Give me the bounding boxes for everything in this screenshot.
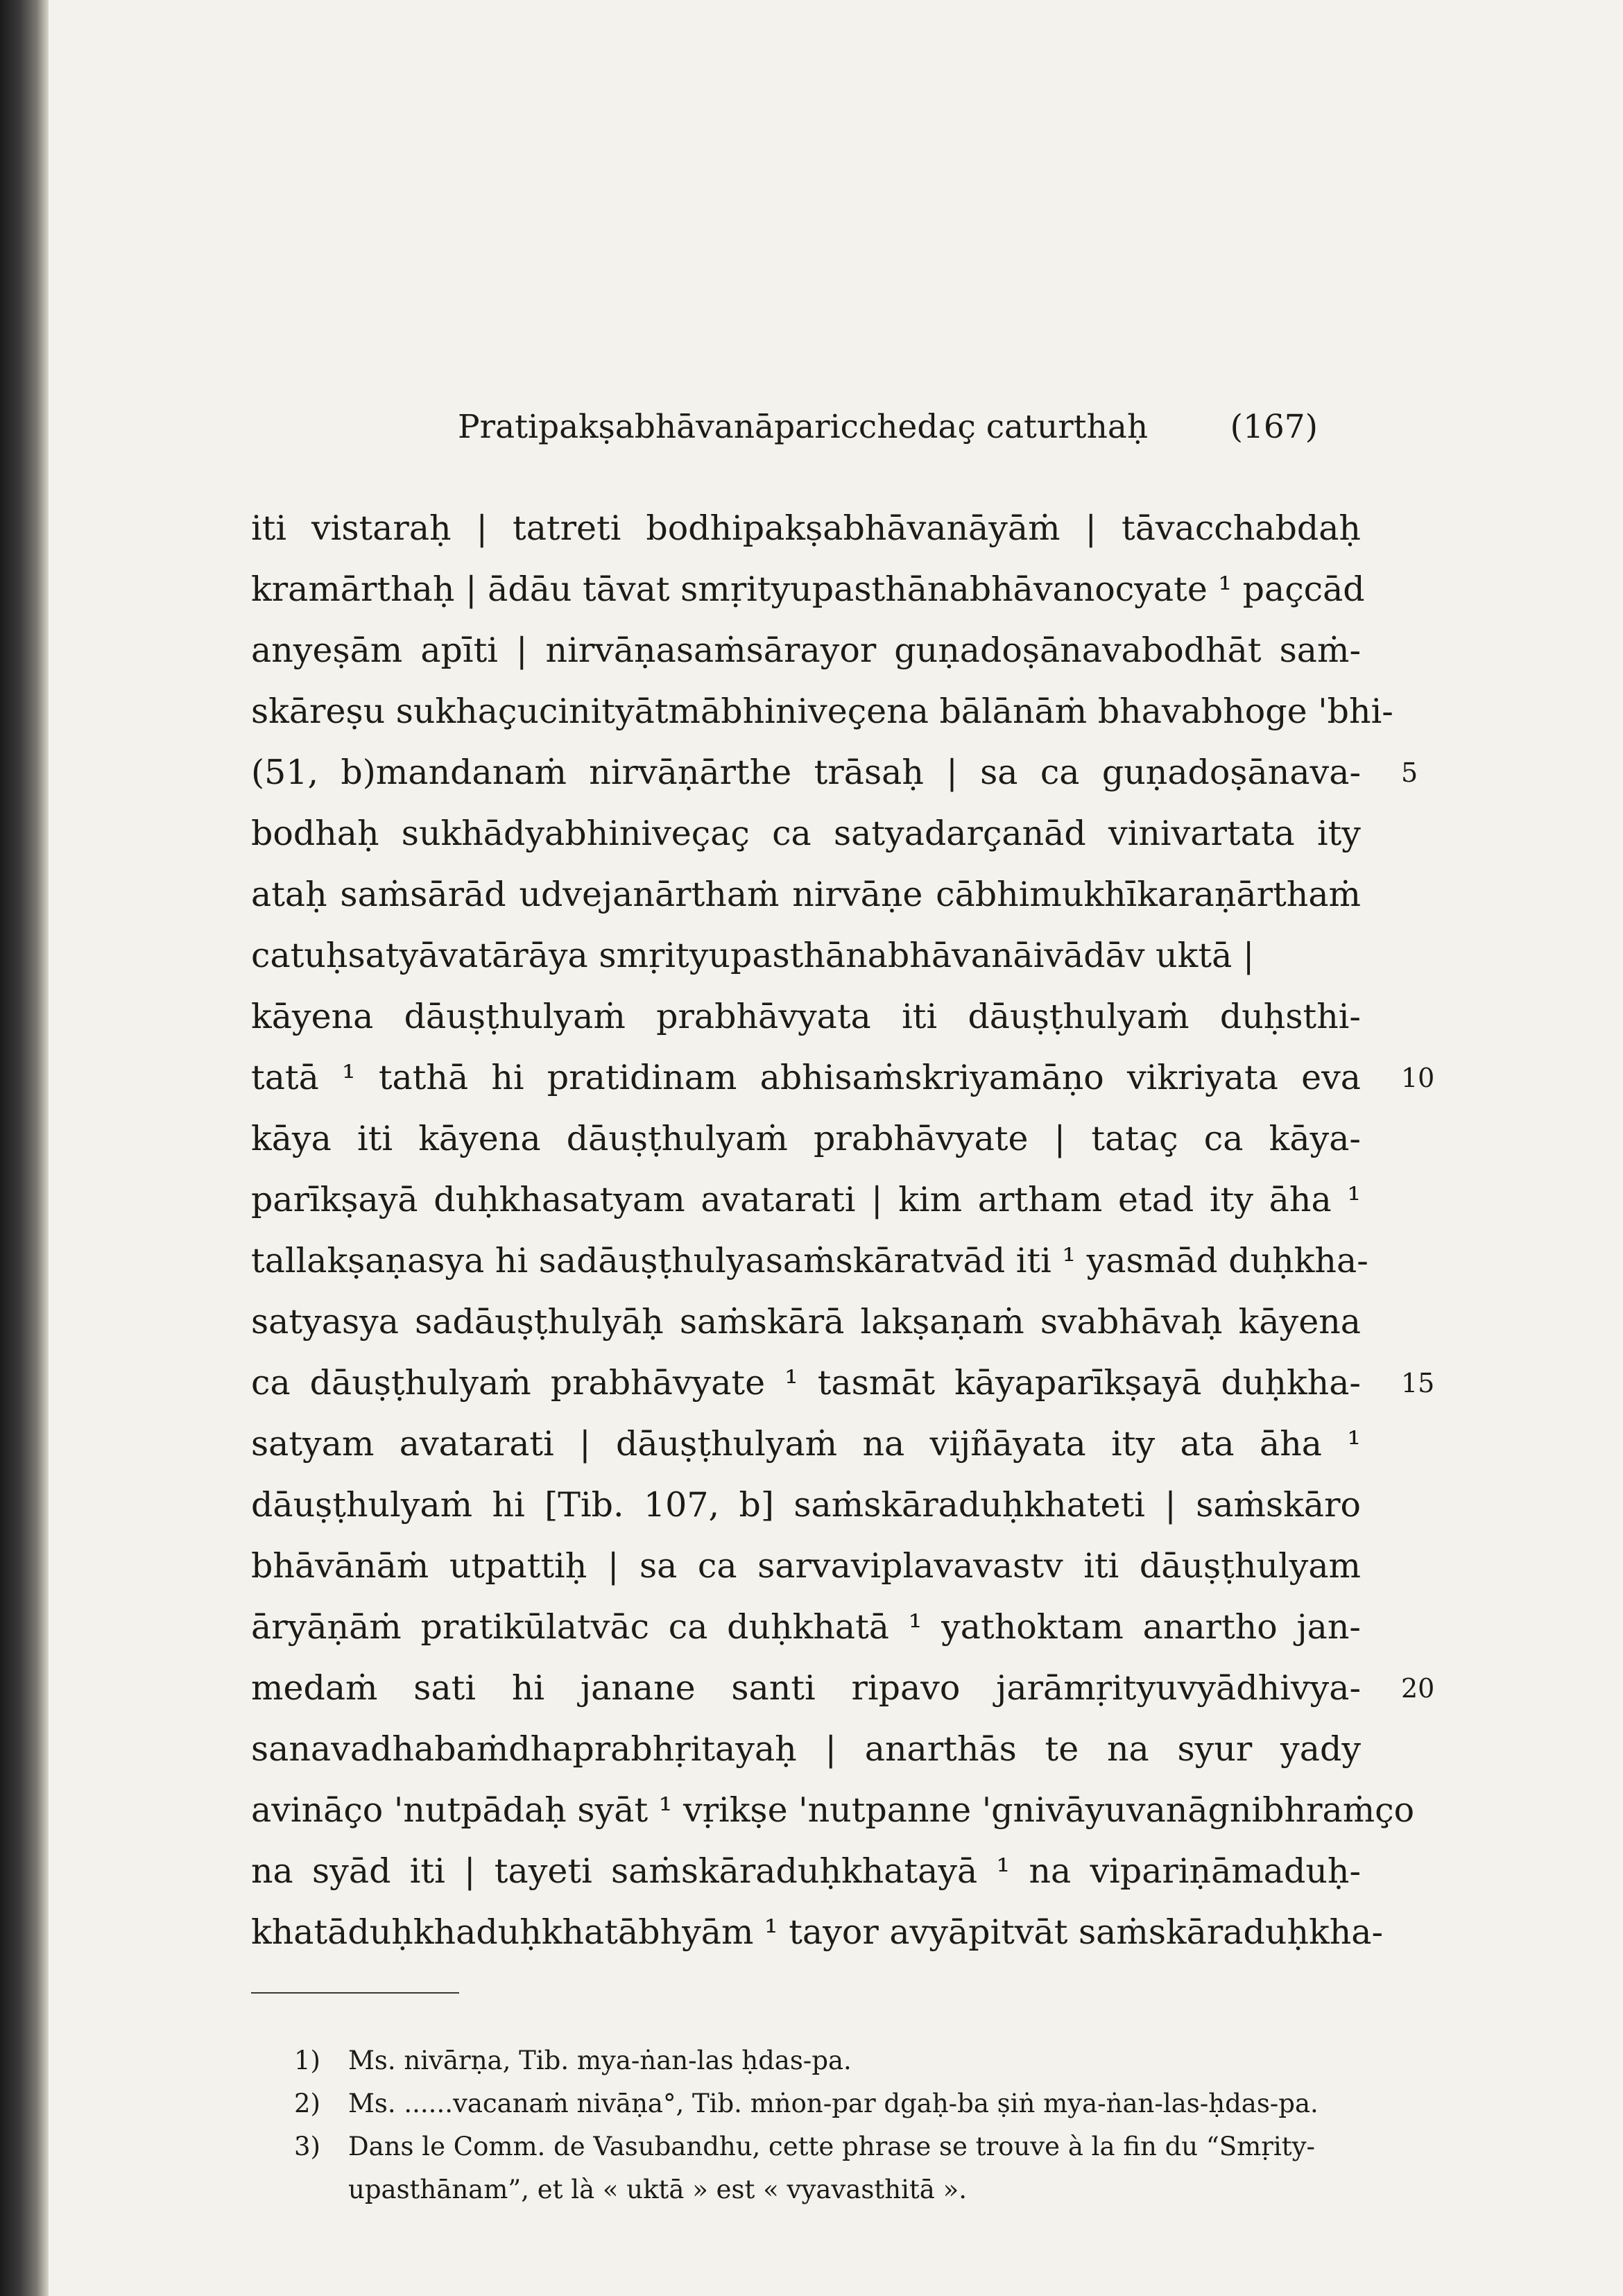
text-line: catuḥsatyāvatārāya smṛityupasthānabhāvanāivādāv uktā | bbox=[251, 936, 1255, 975]
footnote bbox=[251, 2082, 1361, 2125]
footnote-marker: 3) bbox=[294, 2132, 320, 2161]
text-line: bodhaḥ sukhādyabhiniveçaç ca satyadarçanād vinivartata ity bbox=[251, 814, 1361, 853]
text-line: tallakṣaṇasya hi sadāuṣṭhulyasaṁskāratvād iti ¹ yasmād duḥkha- bbox=[251, 1241, 1368, 1280]
book-binding-edge bbox=[0, 0, 49, 2296]
text-line: tatā ¹ tathā hi pratidinam abhisaṁskriyamāṇo vikriyata eva bbox=[251, 1058, 1361, 1097]
text-line: satyam avatarati | dāuṣṭhulyaṁ na vijñāyata ity ata āha ¹ bbox=[251, 1424, 1361, 1464]
footnote-text: Dans le Comm. de Vasubandhu, cette phrase se trouve à la fin du “Smṛity-upasthānam”, et là « uktā » est « vyavasthitā ». bbox=[348, 2132, 1316, 2204]
text-line: kāya iti kāyena dāuṣṭhulyaṁ prabhāvyate | tataç ca kāya- bbox=[251, 1119, 1361, 1158]
footnote bbox=[251, 2125, 1361, 2211]
footnote-text: Ms. nivārṇa, Tib. mya-ṅan-las ḥdas-pa. bbox=[348, 2046, 852, 2075]
text-line: satyasya sadāuṣṭhulyāḥ saṁskārā lakṣaṇaṁ svabhāvaḥ kāyena bbox=[251, 1302, 1361, 1342]
text-line: khatāduḥkhaduḥkhatābhyām ¹ tayor avyāpitvāt saṁskāraduḥkha- bbox=[251, 1912, 1384, 1952]
footnote bbox=[251, 2039, 1361, 2082]
line-number: 20 bbox=[1401, 1673, 1435, 1704]
text-line: (51, b)mandanaṁ nirvāṇārthe trāsaḥ | sa ca guṇadoṣānava- bbox=[251, 753, 1361, 792]
text-line: kramārthaḥ | ādāu tāvat smṛityupasthānabhāvanocyate ¹ paçcād bbox=[251, 569, 1365, 609]
line-number: 5 bbox=[1401, 757, 1418, 788]
text-line: sanavadhabaṁdhaprabhṛitayaḥ | anarthās te na syur yady bbox=[251, 1729, 1361, 1769]
text-line: ca dāuṣṭhulyaṁ prabhāvyate ¹ tasmāt kāyaparīkṣayā duḥkha- bbox=[251, 1363, 1361, 1403]
text-line: anyeṣām apīti | nirvāṇasaṁsārayor guṇadoṣānavabodhāt saṁ- bbox=[251, 631, 1361, 670]
running-title: Pratipakṣabhāvanāparicchedaç caturthaḥ bbox=[458, 408, 1149, 446]
text-line: skāreṣu sukhaçucinityātmābhiniveçena bālānāṁ bhavabhoge 'bhi- bbox=[251, 692, 1393, 731]
footnote-divider bbox=[251, 1992, 459, 1994]
text-line: kāyena dāuṣṭhulyaṁ prabhāvyata iti dāuṣṭhulyaṁ duḥsthi- bbox=[251, 997, 1361, 1036]
text-line: iti vistaraḥ | tatreti bodhipakṣabhāvanāyāṁ | tāvacchabdaḥ bbox=[251, 508, 1361, 548]
page-header bbox=[458, 408, 1318, 463]
text-line: parīkṣayā duḥkhasatyam avatarati | kim artham etad ity āha ¹ bbox=[251, 1180, 1361, 1219]
footnote-text: Ms. ......vacanaṁ nivāṇa°, Tib. mṅon-par dgaḥ-ba ṣiṅ mya-ṅan-las-ḥdas-pa. bbox=[348, 2089, 1319, 2118]
footnote-marker: 2) bbox=[294, 2089, 320, 2118]
page-number: (167) bbox=[1230, 408, 1318, 446]
text-line: dāuṣṭhulyaṁ hi [Tib. 107, b] saṁskāraduḥkhateti | saṁskāro bbox=[251, 1485, 1361, 1525]
text-line: ataḥ saṁsārād udvejanārthaṁ nirvāṇe cābhimukhīkaraṇārthaṁ bbox=[251, 875, 1361, 914]
text-line: āryāṇāṁ pratikūlatvāc ca duḥkhatā ¹ yathoktam anartho jan- bbox=[251, 1607, 1361, 1647]
text-line: avināço 'nutpādaḥ syāt ¹ vṛikṣe 'nutpanne 'gnivāyuvanāgnibhraṁço bbox=[251, 1790, 1415, 1830]
footnote-marker: 1) bbox=[294, 2046, 320, 2075]
line-number: 15 bbox=[1401, 1368, 1435, 1398]
footnotes bbox=[251, 2039, 1361, 2211]
text-line: bhāvānāṁ utpattiḥ | sa ca sarvaviplavavastv iti dāuṣṭhulyam bbox=[251, 1546, 1361, 1586]
line-number: 10 bbox=[1401, 1063, 1435, 1093]
text-line: medaṁ sati hi janane santi ripavo jarāmṛityuvyādhivya- bbox=[251, 1668, 1361, 1708]
main-text bbox=[251, 498, 1415, 1963]
text-line: na syād iti | tayeti saṁskāraduḥkhatayā ¹ na vipariṇāmaduḥ- bbox=[251, 1851, 1361, 1891]
